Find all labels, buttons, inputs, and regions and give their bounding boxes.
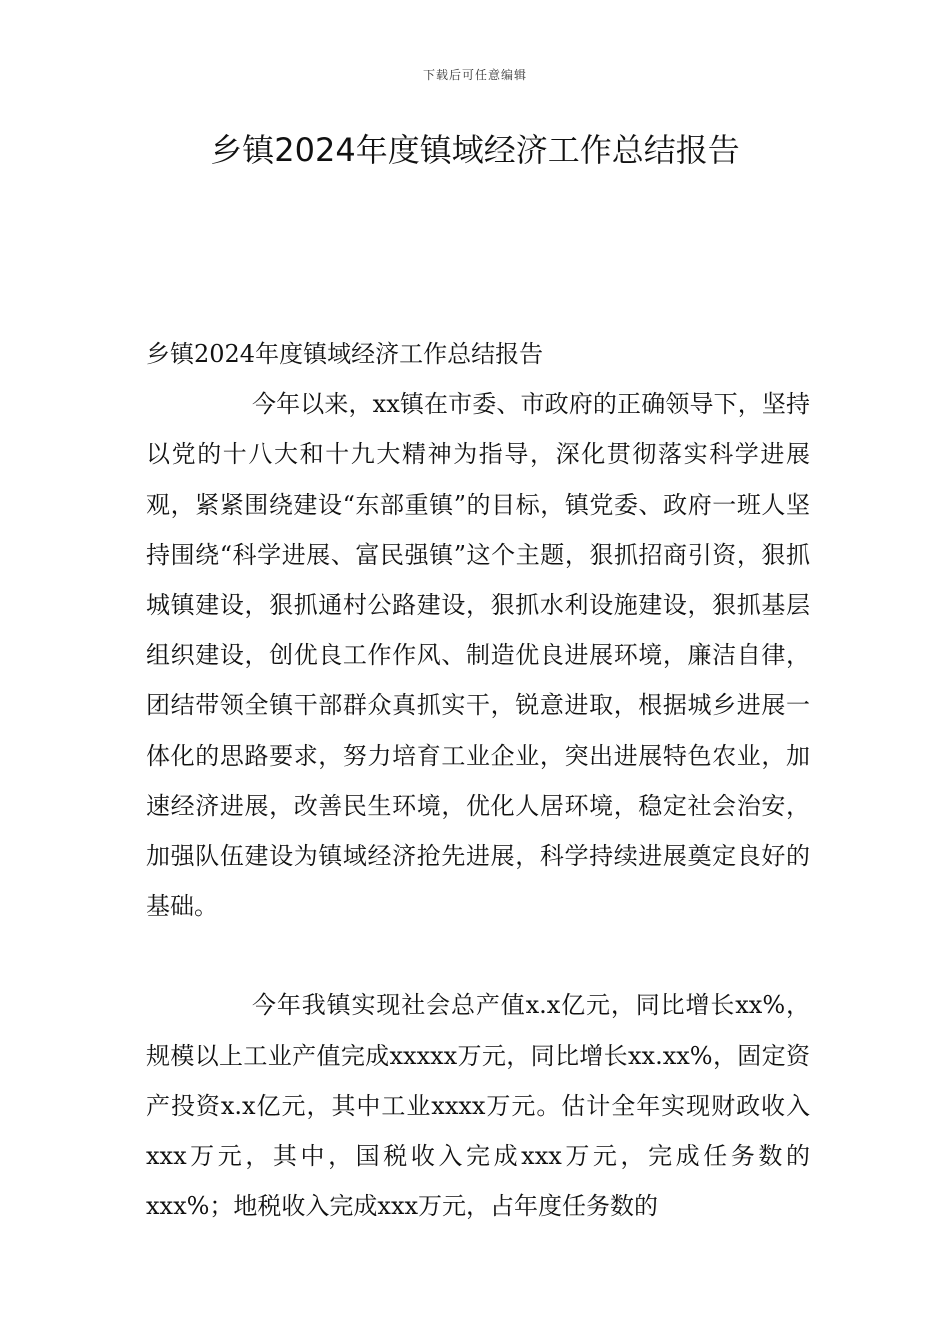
document-title: 乡镇2024年度镇域经济工作总结报告 (210, 131, 740, 169)
document-subtitle: 乡镇2024年度镇域经济工作总结报告 (146, 340, 544, 368)
paragraph-gap (146, 931, 810, 980)
document-body (146, 329, 810, 1231)
paragraph-intro: 今年以来，xx镇在市委、市政府的正确领导下，坚持以党的十八大和十九大精神为指导，深化贯彻落实科学进展观，紧紧围绕建设“东部重镇”的目标，镇党委、政府一班人坚持围绕“科学进展、富民强镇”这个主题，狠抓招商引资，狠抓城镇建设，狠抓通村公路建设，狠抓水利设施建设，狠抓基层组织建设，创优良工作作风、制造优良进展环境，廉洁自律，团结带领全镇干部群众真抓实干，锐意进取，根据城乡进展一体化的思路要求，努力培育工业企业，突出进展特色农业，加速经济进展，改善民生环境，优化人居环境，稳定社会治安，加强队伍建设为镇域经济抢先进展，科学持续进展奠定良好的基础。 (146, 390, 810, 921)
paragraph-economy: 今年我镇实现社会总产值x.x亿元，同比增长xx%，规模以上工业产值完成xxxxx万元，同比增长xx.xx%，固定资产投资x.x亿元，其中工业xxxx万元。估计全年实现财政收入xxx万元，其中，国税收入完成xxx万元，完成任务数的xxx%；地税收入完成xxx万元，占年度任务数的 (146, 991, 810, 1221)
header-note: 下载后可任意编辑 (422, 68, 527, 82)
